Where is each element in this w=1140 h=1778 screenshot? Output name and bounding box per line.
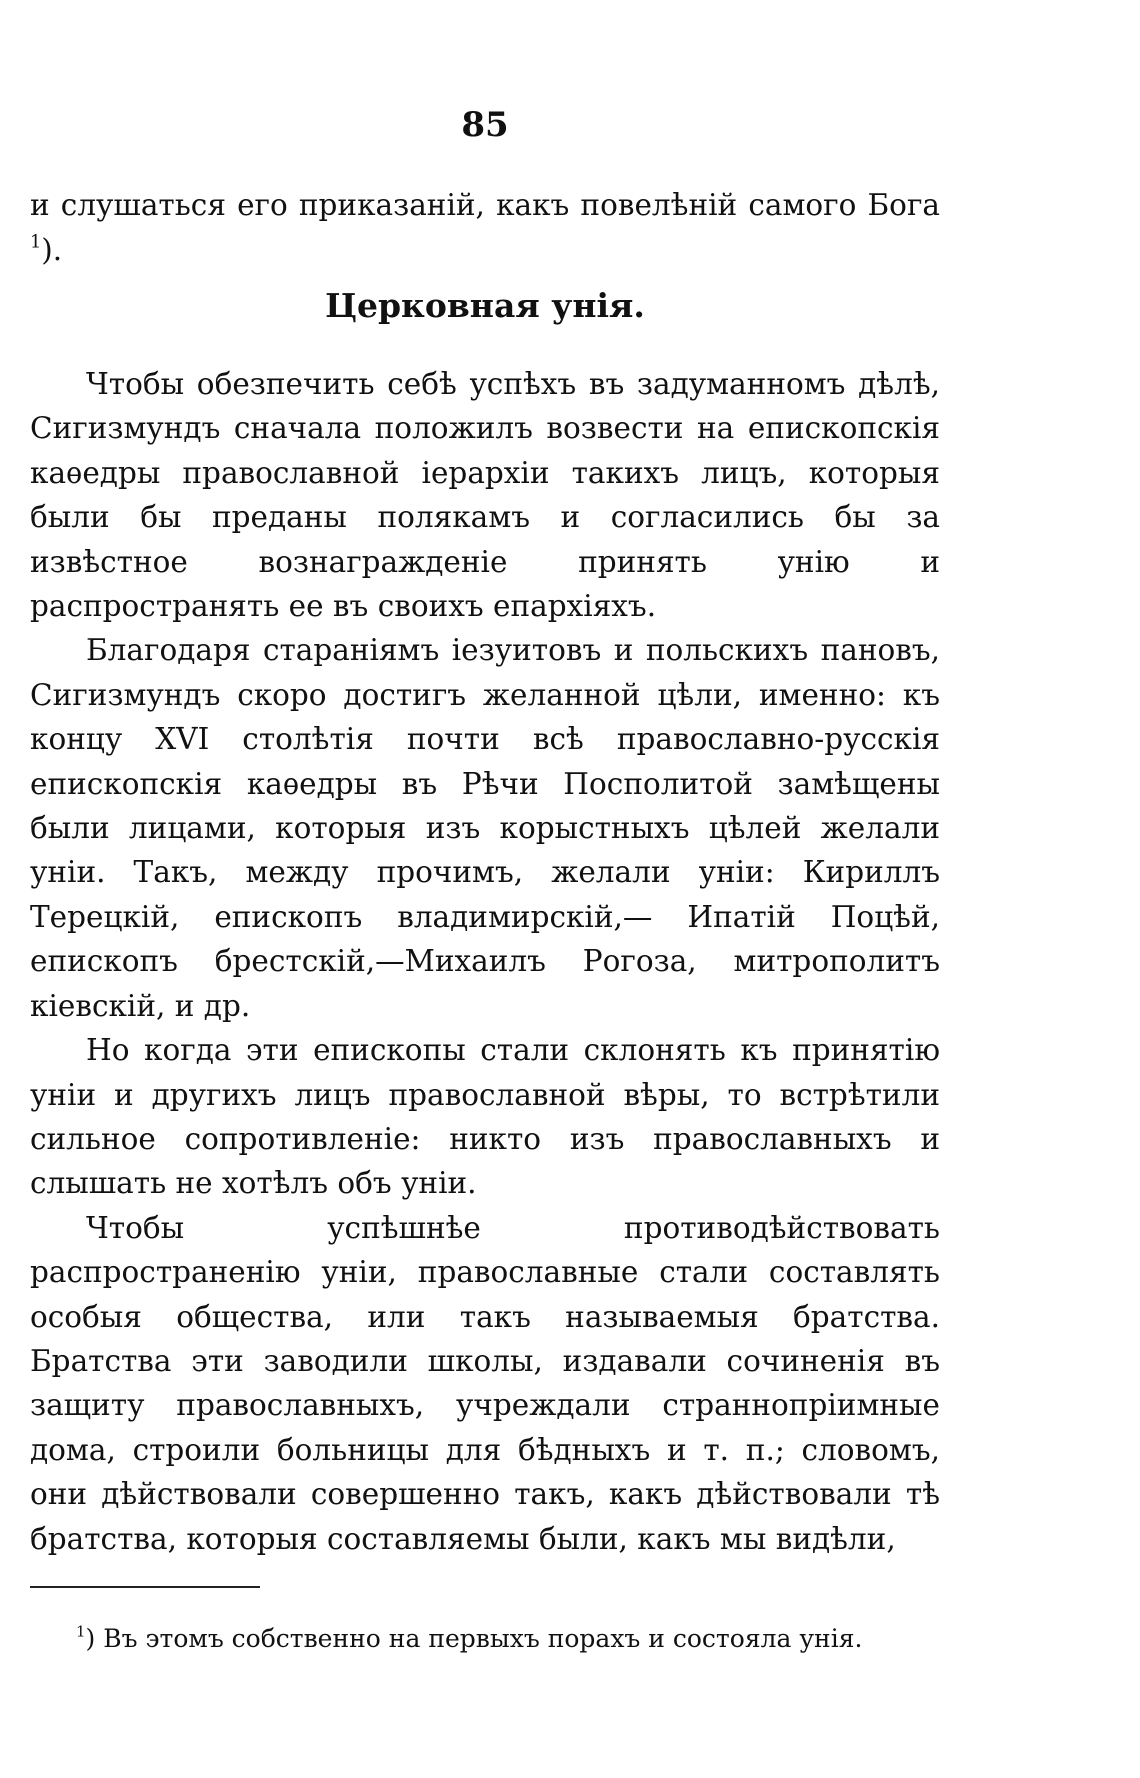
- footnote-text: Въ этомъ собственно на первыхъ порахъ и состояла унія.: [103, 1624, 863, 1653]
- paragraph-4: Чтобы успѣшнѣе противодѣйствовать распространенію уніи, православные стали составлять особыя общества, или такъ называемыя братства. Братства эти заводили школы, издавали сочиненія въ защиту православныхъ, учреждали страннопріимные дома, строили больницы для бѣдныхъ и т. п.; словомъ, они дѣйствовали совершенно такъ, какъ дѣйствовали тѣ братства, которыя составляемы были, какъ мы видѣли,: [30, 1210, 940, 1556]
- paragraph-2: Благодаря стараніямъ іезуитовъ и польскихъ пановъ, Сигизмундъ скоро достигъ желанной цѣли, именно: къ концу XVI столѣтія почти всѣ православно-русскія епископскія каѳедры въ Рѣчи Посполитой замѣщены были лицами, которыя изъ корыстныхъ цѣлей желали уніи. Такъ, между прочимъ, желали уніи: Кириллъ Терецкій, епископъ владимирскій,— Ипатій Поцѣй, епископъ брестскій,—Михаилъ Рогоза, митрополитъ кіевскій, и др.: [30, 633, 940, 1023]
- paragraph-1: Чтобы обезпечить себѣ успѣхъ въ задуманномъ дѣлѣ, Сигизмундъ сначала положилъ возвести на епископскія каѳедры православной іерархіи такихъ лицъ, которыя были бы преданы полякамъ и согласились бы за извѣстное вознагражденіе принять унію и распространять ее въ своихъ епархіяхъ.: [30, 367, 940, 624]
- footnote-divider: [30, 1586, 260, 1588]
- section-heading: Церковная унія.: [325, 286, 645, 325]
- footnote-bracket: ): [85, 1624, 96, 1653]
- body-text: [30, 362, 940, 1561]
- page-number: 85: [461, 105, 509, 145]
- continuation-text: и слушаться его приказаній, какъ повелѣній самого Бога: [30, 188, 940, 222]
- footnote-marker: 1: [76, 1622, 86, 1641]
- footnote-reference: 1: [30, 232, 42, 253]
- continuation-tail: ).: [41, 233, 63, 267]
- book-page: [30, 0, 940, 1778]
- continuation-paragraph: [30, 183, 940, 273]
- footnote: [76, 1624, 862, 1654]
- paragraph-3: Но когда эти епископы стали склонять къ принятію уніи и другихъ лицъ православной вѣры, то встрѣтили сильное сопротивленіе: никто изъ православныхъ и слышать не хотѣлъ объ уніи.: [30, 1033, 940, 1201]
